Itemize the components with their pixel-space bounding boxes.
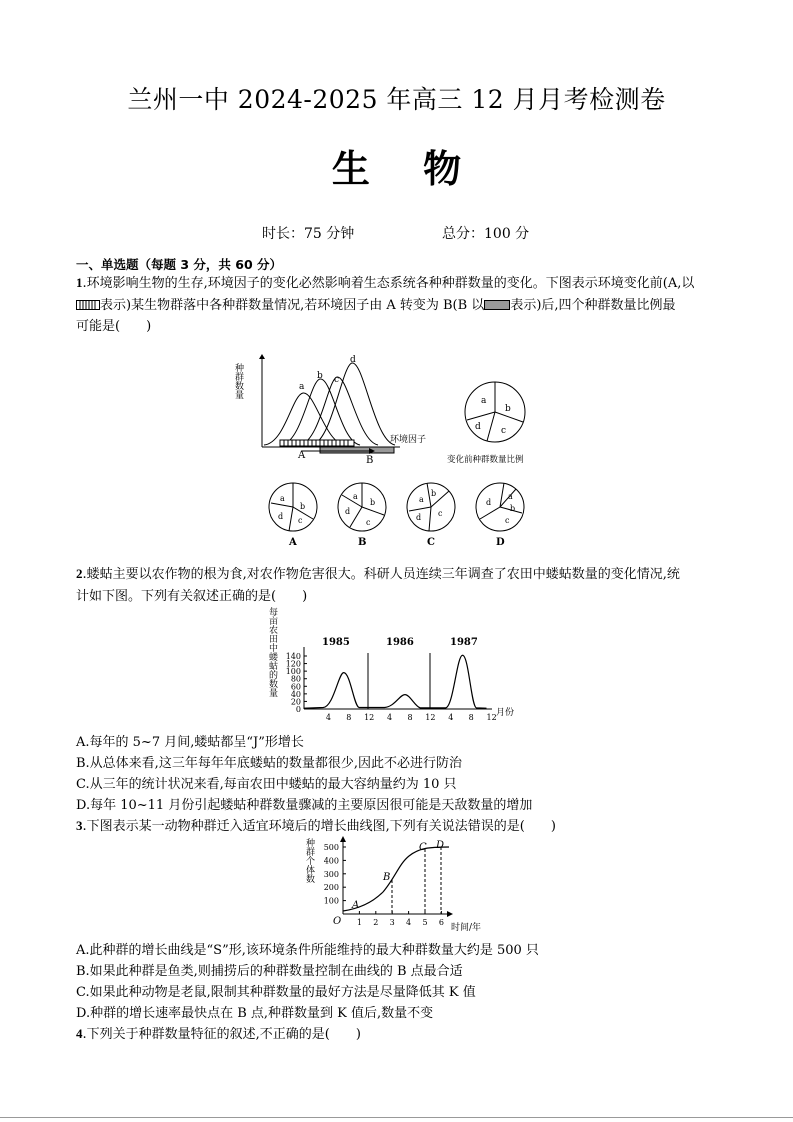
q2-mole-cricket-chart — [267, 605, 530, 722]
pie-label: b — [431, 489, 437, 498]
origin-label: O — [333, 916, 342, 927]
question-2-line-2: 计如下图。下列有关叙述正确的是( ) — [76, 588, 308, 604]
env-factor-b-bar — [320, 447, 394, 453]
x-tick-label: 4 — [325, 713, 331, 722]
question-2 — [76, 563, 726, 607]
x-tick-label: 12 — [364, 713, 375, 722]
option-c[interactable]: C.从三年的统计状况来看,每亩农田中蝼蛄的最大容纳量约为 10 只 — [76, 777, 457, 792]
year-label-1987: 1987 — [450, 637, 478, 648]
pie-label: d — [486, 498, 492, 507]
y-tick-label: 300 — [323, 869, 339, 879]
question-number: 3 — [76, 818, 83, 833]
option-a[interactable]: A.每年的 5~7 月间,蝼蛄都呈“J”形增长 — [76, 735, 304, 750]
question-1 — [76, 272, 726, 338]
option-d[interactable]: D.每年 10~11 月份引起蝼蛄种群数量骤减的主要原因很可能是天敌数量的增加 — [76, 798, 533, 813]
pie-label: d — [345, 507, 351, 516]
label-b: B — [366, 455, 374, 466]
option-label-d: D — [496, 537, 505, 548]
question-3-line-1 — [76, 815, 726, 838]
x-ticks — [326, 713, 497, 722]
pie-label: a — [508, 492, 513, 501]
q3-growth-curve-chart — [305, 836, 505, 936]
pie-label: d — [278, 512, 284, 521]
question-2-line-1 — [76, 563, 726, 586]
question-text: 表示)某生物群落中各种群数量情况,若环境因子由 A 转变为 B(B 以 — [100, 297, 485, 313]
curve-label-d: d — [350, 355, 356, 365]
x-axis-label: 环境因子 — [390, 435, 427, 445]
pie-label-c: c — [501, 426, 507, 436]
pie-before — [465, 382, 525, 442]
y-axis-label: 每亩农田中蝼蛄的数量 — [267, 607, 277, 697]
option-b[interactable]: B.从总体来看,这三年每年年底蝼蛄的数量都很少,因此不必进行防治 — [76, 756, 462, 771]
year-label-1986: 1986 — [386, 637, 414, 648]
question-text: .蝼蛄主要以农作物的根为食,对农作物危害很大。科研人员连续三年调查了农田中蝼蛄数量的变化情况,统 — [82, 567, 680, 582]
y-tick-label: 140 — [285, 652, 301, 661]
pie-label: b — [370, 498, 376, 507]
question-text: .环境影响生物的生存,环境因子的变化必然影响着生态系统各种种群数量的变化。下图表示环境变化前(A,以 — [82, 276, 695, 291]
page-bottom-border — [0, 1117, 793, 1118]
y-tick-label: 100 — [323, 896, 339, 906]
y-tick-label: 400 — [323, 856, 339, 866]
year-label-1985: 1985 — [322, 637, 350, 648]
pie-caption: 变化前种群数量比例 — [447, 455, 524, 465]
gray-bar-legend — [484, 300, 510, 310]
y-tick-label: 100 — [285, 667, 301, 677]
option-label-a: A — [289, 537, 297, 548]
pie-label-a: a — [481, 396, 487, 406]
pie-label: a — [419, 495, 424, 504]
question-1-line-2 — [76, 295, 726, 317]
y-tick-label: 500 — [323, 843, 339, 852]
y-tick-label: 200 — [323, 883, 339, 893]
pie-label: d — [416, 513, 422, 522]
label-a: A — [298, 450, 306, 461]
x-tick-label: 3 — [389, 918, 395, 927]
question-text: 表示)后,四个种群数量比例最 — [510, 297, 676, 313]
question-text: .下列关于种群数量特征的叙述,不正确的是( ) — [82, 1027, 361, 1042]
point-label-d: D — [436, 840, 445, 851]
question-4-line-1 — [76, 1023, 726, 1046]
x-tick-label: 8 — [407, 713, 413, 722]
y-tick-label: 80 — [290, 674, 301, 684]
y-tick-label: 20 — [290, 697, 301, 707]
pie-label: a — [280, 494, 285, 503]
pie-label: c — [438, 509, 443, 518]
pie-option-c — [407, 483, 455, 531]
y-tick-label: 0 — [295, 705, 301, 714]
option-d[interactable]: D.种群的增长速率最快点在 B 点,种群数量到 K 值后,数量不变 — [76, 1006, 434, 1021]
x-tick-label: 6 — [438, 918, 444, 927]
x-tick-label: 4 — [387, 713, 393, 722]
pie-option-b — [338, 483, 386, 531]
pie-option-a — [269, 483, 317, 531]
y-axis-label: 种群数量 — [233, 363, 243, 399]
curve-b — [282, 379, 360, 445]
x-tick-label: 8 — [346, 713, 352, 722]
curve-a — [264, 393, 345, 445]
x-tick-label: 5 — [422, 918, 428, 927]
option-a[interactable]: A.此种群的增长曲线是“S”形,该环境条件所能维持的最大种群数量大约是 500 只 — [76, 943, 539, 958]
pie-label: b — [300, 502, 306, 511]
question-2-options — [76, 732, 532, 816]
x-tick-label: 4 — [448, 713, 454, 722]
point-label-b: B — [383, 872, 391, 883]
y-tick-label: 60 — [290, 682, 301, 692]
x-tick-label: 12 — [486, 713, 497, 722]
population-line — [304, 655, 487, 708]
hatched-bar-legend — [76, 300, 100, 310]
question-1-line-1 — [76, 272, 726, 295]
x-axis-label: 月份 — [496, 708, 515, 718]
question-number: 1 — [76, 275, 83, 290]
option-b[interactable]: B.如果此种群是鱼类,则捕捞后的种群数量控制在曲线的 B 点最合适 — [76, 964, 463, 979]
x-tick-label: 12 — [425, 713, 436, 722]
pie-label-d: d — [475, 422, 481, 432]
point-label-a: A — [352, 900, 360, 911]
x-ticks — [357, 911, 444, 927]
pie-label-b: b — [505, 404, 511, 414]
x-tick-label: 4 — [406, 918, 412, 927]
question-number: 4 — [76, 1026, 83, 1041]
pie-label: a — [353, 492, 358, 501]
q1-population-figure — [233, 355, 560, 555]
x-axis-label: 时间/年 — [451, 923, 482, 933]
x-tick-label: 2 — [373, 918, 379, 927]
page-title: 兰州一中 2024-2025 年高三 12 月月考检测卷 — [127, 85, 666, 114]
x-tick-label: 8 — [468, 713, 474, 722]
pie-label: c — [298, 516, 303, 525]
point-label-c: C — [419, 842, 427, 853]
question-4 — [76, 1023, 726, 1046]
question-3 — [76, 815, 726, 838]
exam-total-score: 总分：100 分 — [442, 226, 530, 242]
pie-label: c — [505, 516, 510, 525]
y-tick-label: 40 — [290, 689, 301, 699]
curve-label-b: b — [317, 371, 323, 381]
pie-label: b — [510, 504, 516, 513]
pie-option-d — [476, 483, 524, 531]
question-number: 2 — [76, 566, 83, 581]
curve-c — [300, 377, 378, 445]
option-label-c: C — [427, 537, 435, 548]
curve-label-c: c — [334, 375, 340, 385]
y-axis-label: 种群个体数 — [304, 838, 314, 883]
curve-label-a: a — [299, 382, 305, 392]
section-heading: 一、单选题（每题 3 分，共 60 分） — [76, 257, 283, 272]
option-label-b: B — [358, 537, 367, 548]
x-tick-label: 1 — [356, 918, 362, 927]
question-text: .下图表示某一动物种群迁入适宜环境后的增长曲线图,下列有关说法错误的是( ) — [82, 819, 556, 834]
env-factor-a-bar — [280, 440, 354, 446]
option-c[interactable]: C.如果此种动物是老鼠,限制其种群数量的最好方法是尽量降低其 K 值 — [76, 985, 476, 1000]
question-1-line-3: 可能是( ) — [76, 319, 152, 334]
question-3-options — [76, 940, 539, 1024]
pie-label: c — [366, 518, 371, 527]
subject-title: 生 物 — [331, 147, 462, 191]
exam-duration: 时长：75 分钟 — [262, 226, 355, 242]
y-tick-label: 120 — [285, 659, 301, 669]
